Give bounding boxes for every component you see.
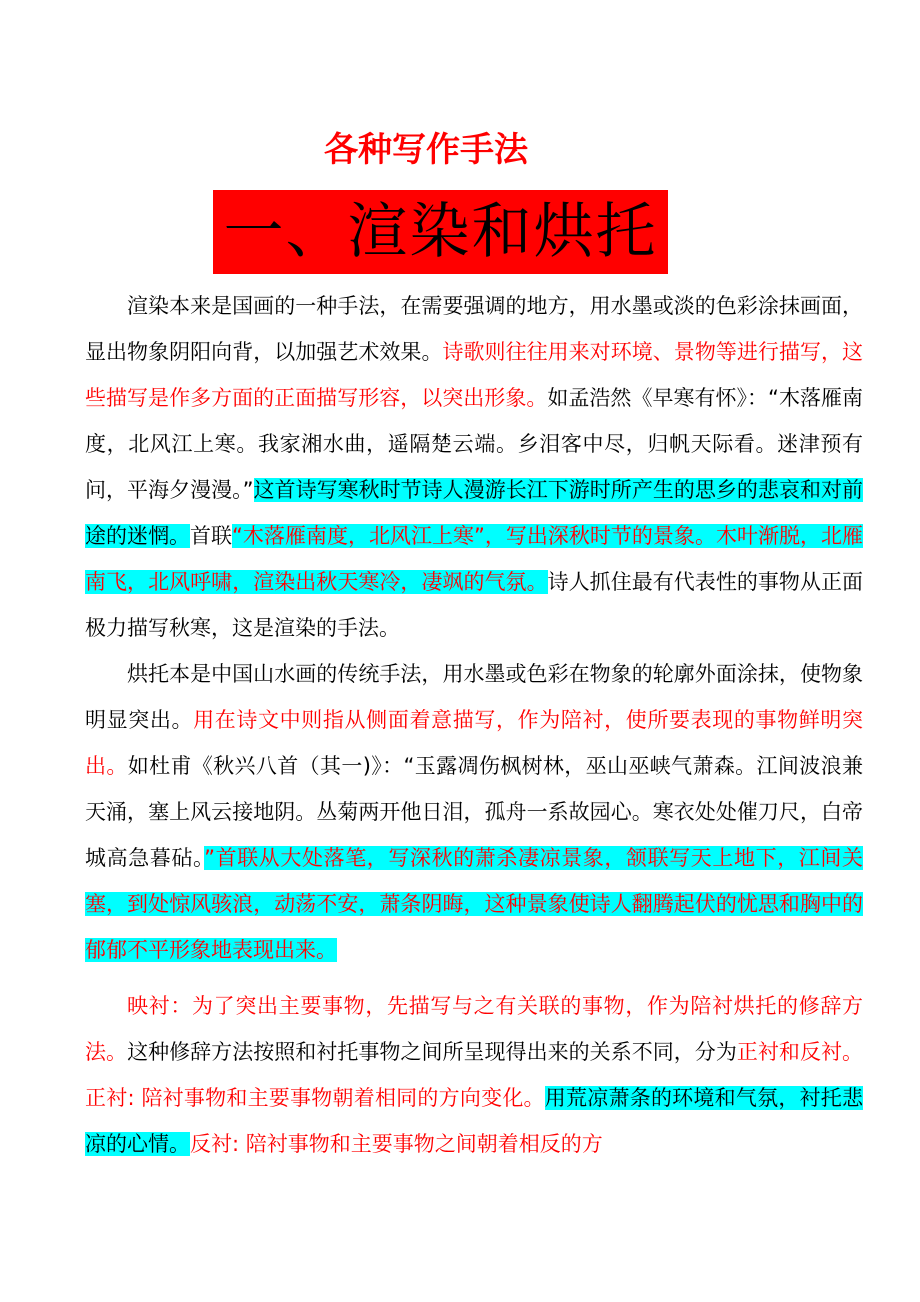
paragraph-foil <box>85 651 863 973</box>
text-run: 如杜甫《秋兴八首（其一)》：“玉露凋伤枫树林，巫山巫峡气萧森。江间波浪兼天涌，塞上风云接地阴。丛菊两开他日泪，孤舟一系故园心。寒衣处处催刀尺，白帝城高急暮砧。 <box>85 754 863 870</box>
text-run: 诗人抓住最有代表性的事物从正面极力描写秋寒，这是渲染的手法。 <box>85 570 863 640</box>
highlighted-text: 用荒凉萧条的环境和气氛，衬托悲凉的心情。 <box>85 1086 864 1156</box>
document-title: 各种写作手法 <box>324 130 528 170</box>
text-run: 如孟浩然《早寒有怀》：“木落雁南度，北风江上寒。我家湘水曲，遥隔楚云端。乡泪客中尽，归帆天际看。迷津预有问，平海夕漫漫。” <box>85 386 864 502</box>
paragraph-rendering <box>85 283 863 651</box>
section-heading-banner: 一、渲染和烘托 <box>213 190 668 274</box>
text-run: 渲染本来是国画的一种手法，在需要强调的地方，用水墨或淡的色彩涂抹画面，显出物象阴阳向背，以加强艺术效果。 <box>85 294 863 364</box>
paragraph-contrast <box>85 983 863 1167</box>
highlighted-text: 这首诗写寒秋时节诗人漫游长江下游时所产生的思乡的悲哀和对前途的迷惘。 <box>85 478 863 548</box>
emphasis-text: 反衬: 陪衬事物和主要事物之间朝着相反的方 <box>190 1132 603 1156</box>
document-body <box>85 283 863 1167</box>
highlighted-emphasis-text: “木落雁南度，北风江上寒”，写出深秋时节的景象。木叶渐脱，北雁南飞，北风呼啸，渲染出秋天寒冷，凄飒的气氛。 <box>85 524 863 594</box>
emphasis-text: 诗歌则往往用来对环境、景物等进行描写，这些描写是作多方面的正面描写形容，以突出形象。 <box>85 340 864 410</box>
text-run: 首联 <box>190 524 233 548</box>
emphasis-text: 用在诗文中则指从侧面着意描写，作为陪衬，使所要表现的事物鲜明突出。 <box>85 708 864 778</box>
text-run: 这种修辞方法按照和衬托事物之间所呈现得出来的关系不同，分为 <box>127 1040 737 1064</box>
emphasis-text: 映衬：为了突出主要事物，先描写与之有关联的事物，作为陪衬烘托的修辞方法。 <box>85 994 863 1064</box>
text-run: 烘托本是中国山水画的传统手法，用水墨或色彩在物象的轮廓外面涂抹，使物象明显突出。 <box>85 662 863 732</box>
highlighted-emphasis-text: ”首联从大处落笔，写深秋的萧杀凄凉景象，颔联写天上地下，江间关塞，到处惊风骇浪，动荡不安，萧条阴晦，这种景象使诗人翻腾起伏的忧思和胸中的郁郁不平形象地表现出来。 <box>85 846 863 962</box>
emphasis-text: 正衬和反衬。正衬: 陪衬事物和主要事物朝着相同的方向变化。 <box>85 1040 864 1110</box>
